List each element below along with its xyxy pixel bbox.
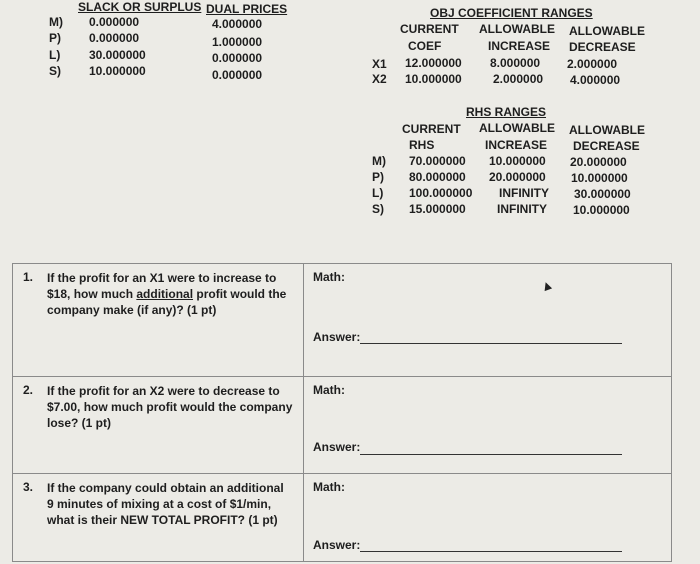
obj-increase: 8.000000	[490, 56, 541, 70]
obj-col-current: CURRENT	[400, 22, 459, 36]
dual-header: DUAL PRICES	[206, 2, 288, 16]
dual-value: 4.000000	[212, 17, 263, 31]
question-row	[13, 377, 671, 474]
obj-col-decrease-sub: DECREASE	[569, 40, 636, 54]
question-number: 1.	[23, 270, 34, 284]
answer-label: Answer:	[313, 330, 361, 344]
rhs-row-label: S)	[372, 202, 384, 216]
rhs-ranges-title: RHS RANGES	[466, 105, 547, 119]
obj-ranges-title: OBJ COEFFICIENT RANGES	[430, 6, 593, 20]
question-text: If the profit for an X1 were to increase to $18, how much additional profit would the company make (if any)? (1 pt)	[47, 271, 287, 317]
obj-row-label: X2	[372, 72, 387, 86]
question-cell	[13, 474, 304, 561]
slack-row-label: S)	[49, 64, 61, 78]
slack-row-label: M)	[49, 15, 63, 29]
question-cell	[13, 264, 304, 376]
rhs-current: 100.000000	[409, 186, 473, 200]
question-text: If the company could obtain an additional 9 minutes of mixing at a cost of $1/min, what is their NEW TOTAL PROFIT? (1 pt)	[47, 481, 284, 527]
rhs-increase: 10.000000	[489, 154, 546, 168]
answer-label: Answer:	[313, 538, 361, 552]
question-row	[13, 474, 671, 561]
rhs-row-label: P)	[372, 170, 384, 184]
rhs-col-increase: ALLOWABLE	[479, 121, 555, 135]
answer-line[interactable]	[360, 551, 622, 552]
rhs-row-label: M)	[372, 154, 386, 168]
rhs-increase: INFINITY	[499, 186, 549, 200]
rhs-col-increase-sub: INCREASE	[485, 138, 548, 152]
dual-value: 0.000000	[212, 68, 263, 82]
rhs-decrease: 10.000000	[571, 171, 628, 185]
obj-current: 10.000000	[405, 72, 462, 86]
rhs-current: 15.000000	[409, 202, 466, 216]
slack-value: 0.000000	[89, 15, 140, 29]
obj-decrease: 4.000000	[570, 73, 621, 87]
rhs-col-current: CURRENT	[402, 122, 461, 136]
mouse-cursor-icon	[542, 281, 552, 291]
question-table	[12, 263, 672, 562]
rhs-current: 70.000000	[409, 154, 466, 168]
obj-decrease: 2.000000	[567, 57, 618, 71]
dual-value: 1.000000	[212, 35, 263, 49]
rhs-col-decrease: ALLOWABLE	[569, 123, 645, 137]
question-number: 3.	[23, 480, 34, 494]
math-label: Math:	[313, 270, 345, 284]
slack-value: 30.000000	[89, 48, 146, 62]
answer-line[interactable]	[360, 343, 622, 344]
obj-col-decrease: ALLOWABLE	[569, 24, 645, 38]
slack-row-label: L)	[49, 48, 61, 62]
obj-row-label: X1	[372, 57, 387, 71]
rhs-current: 80.000000	[409, 170, 466, 184]
rhs-row-label: L)	[372, 186, 384, 200]
rhs-decrease: 20.000000	[570, 155, 627, 169]
obj-col-current-sub: COEF	[408, 39, 442, 53]
question-row	[13, 264, 671, 377]
math-label: Math:	[313, 383, 345, 397]
question-number: 2.	[23, 383, 34, 397]
obj-current: 12.000000	[405, 56, 462, 70]
rhs-decrease: 10.000000	[573, 203, 630, 217]
obj-col-increase: ALLOWABLE	[479, 22, 555, 36]
question-text: If the profit for an X2 were to decrease to $7.00, how much profit would the company lose? (1 pt)	[47, 384, 293, 430]
slack-header: SLACK OR SURPLUS	[78, 0, 202, 14]
slack-value: 10.000000	[89, 64, 146, 78]
slack-value: 0.000000	[89, 31, 140, 45]
math-label: Math:	[313, 480, 345, 494]
answer-line[interactable]	[360, 454, 622, 455]
answer-label: Answer:	[313, 440, 361, 454]
underlined-word: additional	[136, 287, 194, 301]
obj-increase: 2.000000	[493, 72, 544, 86]
rhs-col-decrease-sub: DECREASE	[573, 139, 640, 153]
rhs-increase: 20.000000	[489, 170, 546, 184]
rhs-increase: INFINITY	[497, 202, 547, 216]
obj-col-increase-sub: INCREASE	[488, 39, 551, 53]
slack-row-label: P)	[49, 31, 61, 45]
question-cell	[13, 377, 304, 473]
rhs-decrease: 30.000000	[574, 187, 631, 201]
dual-value: 0.000000	[212, 51, 263, 65]
rhs-col-current-sub: RHS	[409, 138, 435, 152]
